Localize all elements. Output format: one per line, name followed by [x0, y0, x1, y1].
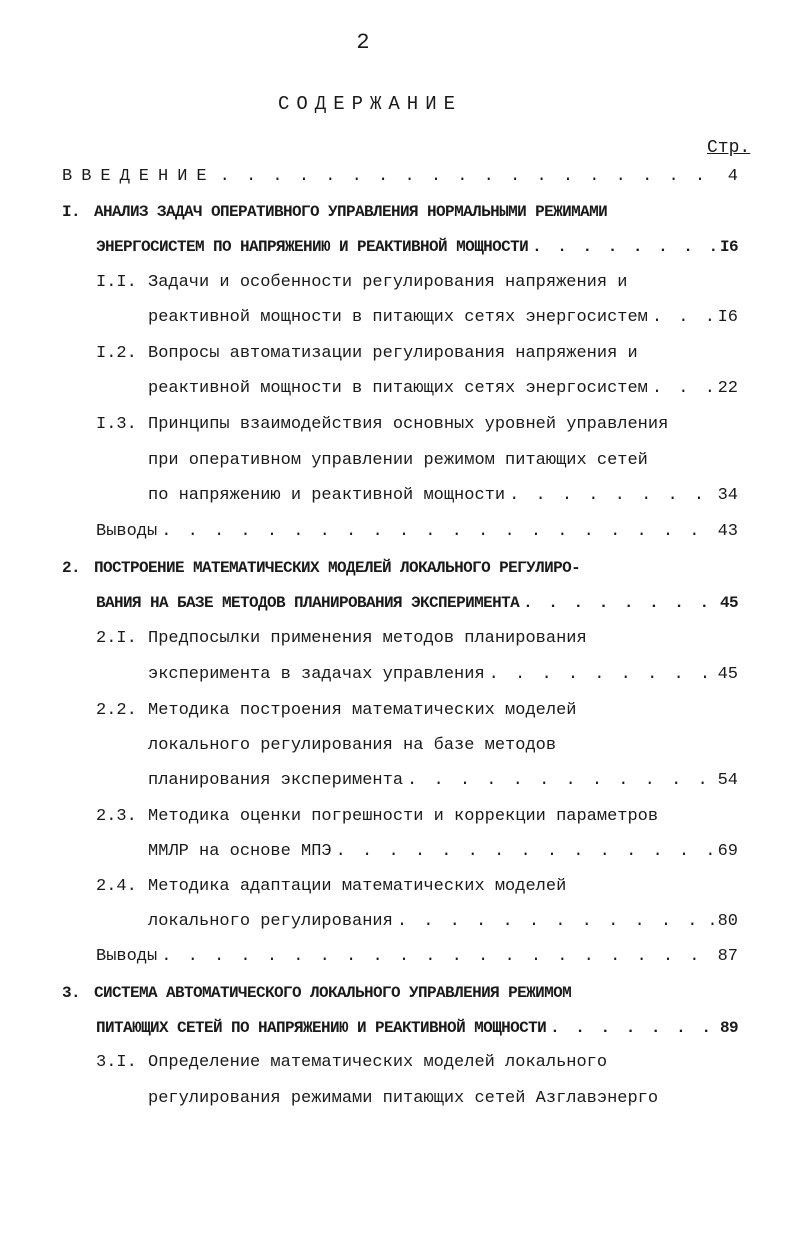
toc-section-2-3-line1 — [96, 804, 738, 830]
toc-entry-page: 69 — [717, 842, 738, 861]
chapter-number: 3. — [62, 984, 81, 1002]
leader-dots — [532, 234, 716, 260]
conclusions-title: Выводы — [96, 522, 158, 541]
section-title-cont: эксперимента в задачах управления — [148, 665, 485, 684]
section-number: I.3. — [96, 415, 137, 434]
toc-chapter-2-line1 — [62, 555, 738, 581]
section-title-cont: локального регулирования — [148, 912, 393, 931]
chapter-title-cont: ЭНЕРГОСИСТЕМ ПО НАПРЯЖЕНИЮ И РЕАКТИВНОЙ МОЩНОСТИ — [96, 238, 529, 256]
toc-section-3-1-line2 — [148, 1086, 738, 1112]
leader-dots — [523, 590, 716, 616]
section-title: Методика построения математических моделей — [148, 701, 577, 720]
page-number: 2 — [356, 30, 370, 55]
chapter-title: АНАЛИЗ ЗАДАЧ ОПЕРАТИВНОГО УПРАВЛЕНИЯ НОРМАЛЬНЫМИ РЕЖИМАМИ — [94, 203, 608, 221]
toc-entry-page: 45 — [719, 594, 738, 612]
toc-section-1-3-line3 — [148, 483, 738, 509]
leader-dots — [509, 483, 714, 509]
leader-dots — [652, 376, 714, 402]
section-title: Задачи и особенности регулирования напряжения и — [148, 273, 628, 292]
toc-section-3-1-line1 — [96, 1050, 738, 1076]
section-number: I.2. — [96, 344, 137, 363]
section-number: 2.I. — [96, 629, 137, 648]
toc-entry-page: I6 — [719, 238, 738, 256]
toc-section-2-2-line1 — [96, 698, 738, 724]
toc-conclusions-1 — [96, 519, 738, 545]
toc-section-2-4-line2 — [148, 909, 738, 935]
chapter-title: СИСТЕМА АВТОМАТИЧЕСКОГО ЛОКАЛЬНОГО УПРАВЛЕНИЯ РЕЖИМОМ — [94, 984, 572, 1002]
leader-dots — [336, 839, 714, 865]
section-number: I.I. — [96, 273, 137, 292]
toc-entry-page: 43 — [717, 522, 738, 541]
section-number: 2.3. — [96, 807, 137, 826]
section-number: 3.I. — [96, 1053, 137, 1072]
leader-dots — [652, 305, 714, 331]
section-title-cont: реактивной мощности в питающих сетях энергосистем — [148, 379, 648, 398]
page-column-label: Стр. — [707, 138, 751, 158]
toc-entry-page: 22 — [717, 379, 738, 398]
toc-entry-page: .80 — [707, 912, 738, 931]
conclusions-title: Выводы — [96, 947, 158, 966]
leader-dots — [550, 1015, 716, 1041]
page-title: СОДЕРЖАНИЕ — [277, 93, 463, 115]
section-title-cont: ММЛР на основе МПЭ — [148, 842, 332, 861]
toc-section-1-2-line2 — [148, 376, 738, 402]
leader-dots — [397, 909, 704, 935]
section-title: Принципы взаимодействия основных уровней управления — [148, 415, 669, 434]
section-title: Предпосылки применения методов планирования — [148, 629, 587, 648]
toc-conclusions-2 — [96, 944, 738, 970]
toc-chapter-3-line2 — [96, 1015, 738, 1041]
section-title-cont: локального регулирования на базе методов — [148, 736, 557, 755]
toc-section-2-1-line1 — [96, 626, 738, 652]
toc-entry-page: 45 — [717, 665, 738, 684]
toc-section-2-2-line2 — [148, 733, 738, 759]
section-number: 2.4. — [96, 877, 137, 896]
section-title-cont: по напряжению и реактивной мощности — [148, 486, 506, 505]
leader-dots — [220, 164, 724, 190]
toc-section-2-2-line3 — [148, 768, 738, 794]
toc-entry-page: 87 — [717, 947, 738, 966]
chapter-title-cont: ПИТАЮЩИХ СЕТЕЙ ПО НАПРЯЖЕНИЮ И РЕАКТИВНОЙ МОЩНОСТИ — [96, 1019, 547, 1037]
section-title-cont: при оперативном управлении режимом питающих сетей — [148, 451, 648, 470]
toc-section-1-2-line1 — [96, 341, 738, 367]
chapter-number: 2. — [62, 559, 81, 577]
section-title: Методика адаптации математических моделей — [148, 877, 567, 896]
chapter-number: I. — [62, 203, 81, 221]
toc-entry-page: 34 — [717, 486, 738, 505]
leader-dots — [161, 519, 713, 545]
section-title-cont: реактивной мощности в питающих сетях энергосистем — [148, 308, 648, 327]
toc-section-1-1-line1 — [96, 270, 738, 296]
leader-dots — [161, 944, 713, 970]
toc-section-2-1-line2 — [148, 662, 738, 688]
section-title-cont: планирования эксперимента — [148, 771, 404, 790]
toc-entry-page: 4 — [727, 167, 738, 186]
toc-chapter-1-line2 — [96, 234, 738, 260]
toc-chapter-2-line2 — [96, 590, 738, 616]
toc-entry-page: 54 — [717, 771, 738, 790]
toc-chapter-3-line1 — [62, 980, 738, 1006]
section-title: Определение математических моделей локального — [148, 1053, 608, 1072]
chapter-title: ПОСТРОЕНИЕ МАТЕМАТИЧЕСКИХ МОДЕЛЕЙ ЛОКАЛЬНОГО РЕГУЛИРО- — [94, 559, 581, 577]
section-title: Методика оценки погрешности и коррекции параметров — [148, 807, 659, 826]
leader-dots — [489, 662, 714, 688]
toc-entry-page: I6 — [717, 308, 738, 327]
toc-section-2-4-line1 — [96, 874, 738, 900]
chapter-title-cont: ВАНИЯ НА БАЗЕ МЕТОДОВ ПЛАНИРОВАНИЯ ЭКСПЕРИМЕНТА — [96, 594, 520, 612]
toc-entry-intro — [62, 164, 738, 190]
toc-section-1-1-line2 — [148, 305, 738, 331]
toc-entry-title: ВВЕДЕНИЕ — [62, 167, 216, 186]
toc-chapter-1-line1 — [62, 199, 738, 225]
toc-section-1-3-line2 — [148, 448, 738, 474]
section-title-cont: регулирования режимами питающих сетей Азглавэнерго — [148, 1089, 659, 1108]
toc-section-1-3-line1 — [96, 412, 738, 438]
leader-dots — [407, 768, 714, 794]
section-title: Вопросы автоматизации регулирования напряжения и — [148, 344, 638, 363]
toc-section-2-3-line2 — [148, 839, 738, 865]
section-number: 2.2. — [96, 701, 137, 720]
toc-entry-page: 89 — [719, 1019, 738, 1037]
